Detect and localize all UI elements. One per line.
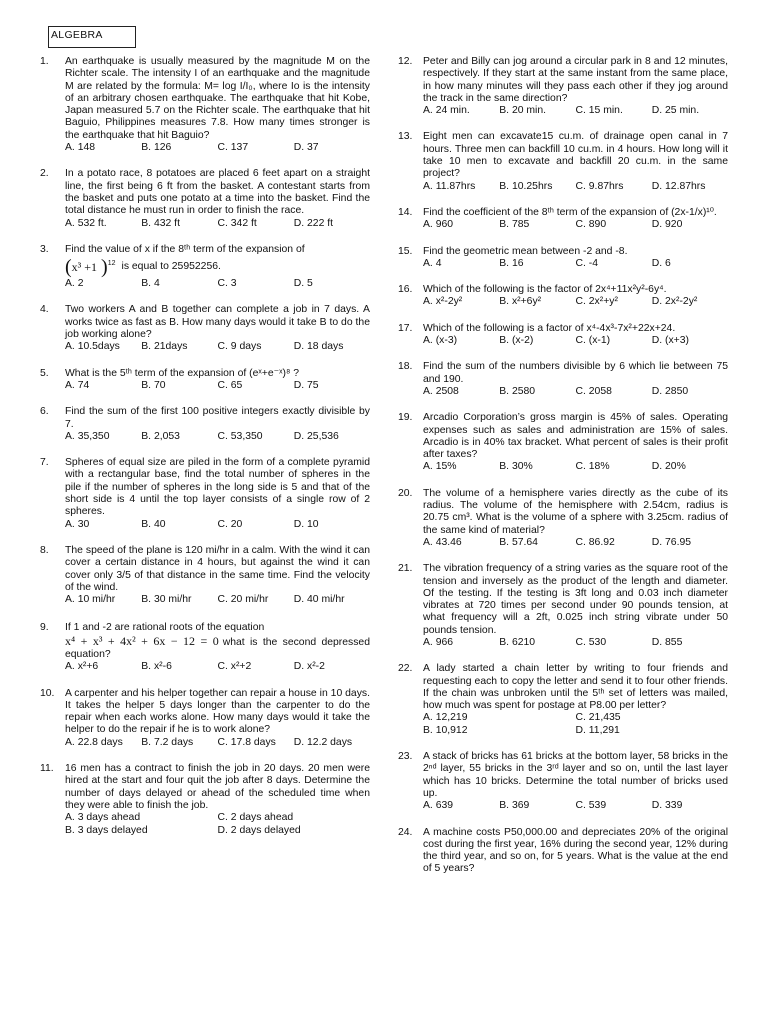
question-item (40, 622, 370, 673)
answer-options-row (65, 825, 370, 837)
question-item (398, 412, 728, 473)
answer-option: D. 76.95 (651, 536, 692, 548)
answer-option: A. 30 (65, 518, 90, 530)
question-number: 3. (40, 243, 49, 255)
question-text: Eight men can excavate15 cu.m. of drainage open canal in 7 hours. Three men can backfill 10 cu.m. in 4 hours. How long will it take 10 men to excavate and backfill 20 cu.m. in the same project? (423, 131, 728, 180)
question-text: Find the coefficient of the 8ᵗʰ term of the expansion of (2x-1/x)¹⁰. (423, 206, 717, 218)
answer-options (423, 219, 728, 231)
answer-option: D. 75 (293, 379, 319, 391)
question-number: 13. (398, 131, 413, 143)
question-item (398, 284, 728, 309)
answer-options (65, 341, 370, 353)
answer-options-row (423, 712, 728, 724)
question-item (398, 56, 728, 117)
answer-option: A. 15% (423, 461, 457, 473)
question-item (398, 751, 728, 812)
question-item (40, 304, 370, 353)
answer-option: D. 20% (651, 461, 686, 473)
answer-option: D. 339 (651, 800, 683, 812)
question-text: Two workers A and B together can complete a job in 7 days. A works twice as fast as B. How many days would it take B to do the job working alone? (65, 304, 370, 341)
answer-options (65, 218, 370, 230)
answer-option: C. 137 (217, 142, 249, 154)
question-text: Find the sum of the first 100 positive integers exactly divisible by 7. (65, 406, 370, 430)
answer-option: D. 12.87hrs (651, 180, 706, 192)
answer-options (423, 258, 728, 270)
answer-option: B. 3 days delayed (65, 824, 148, 836)
answer-option: C. 21,435 (575, 712, 621, 724)
question-item (40, 56, 370, 154)
answer-options (65, 661, 370, 673)
question-text: In a potato race, 8 potatoes are placed 6 feet apart on a straight line, the first being 6 ft from the basket. A contestant starts from the basket and puts one potato at a time into the basket. Find the total distance he must run in order to finish the race. (65, 168, 370, 217)
question-number: 23. (398, 751, 413, 763)
question-number: 4. (40, 304, 49, 316)
answer-option: A. 24 min. (423, 105, 470, 117)
question-number: 16. (398, 284, 413, 296)
answer-option: D. 12.2 days (293, 736, 353, 748)
question-text: 16 men has a contract to finish the job in 20 days. 20 men were hired at the start and four quit the job after 8 days. Determine the number of days delayed or ahead of the scheduled time when they were able to finish the job. (65, 763, 370, 811)
answer-option: B. 7.2 days (141, 736, 194, 748)
answer-option: D. (x+3) (651, 335, 689, 347)
answer-option: B. 785 (499, 219, 530, 231)
answer-option: C. 15 min. (575, 105, 623, 117)
answer-options-row (65, 812, 370, 824)
question-text: Which of the following is the factor of 2x⁴+11x²y²-6y⁴. (423, 284, 667, 296)
question-text: What is the 5ᵗʰ term of the expansion of (eˣ+e⁻ˣ)⁸ ? (65, 367, 300, 379)
question-text: A stack of bricks has 61 bricks at the bottom layer, 58 bricks in the 2ⁿᵈ layer, 55 bricks in the 3ʳᵈ layer and so on, until the last layer which has 10 bricks. Determine the total number of bricks used up. (423, 751, 728, 799)
answer-option: C. 9.87hrs (575, 180, 624, 192)
answer-option: A. 2 (65, 278, 84, 290)
answer-options (423, 296, 728, 308)
answer-options (65, 142, 370, 154)
answer-options (423, 386, 728, 398)
answer-option: B. 4 (141, 278, 160, 290)
answer-option: D. 10 (293, 518, 319, 530)
question-item (40, 545, 370, 606)
question-text: The speed of the plane is 120 mi/hr in a calm. With the wind it can cover a certain distance in 4 hours, but against the wind it can cover only 3/5 of that distance in the same time. Find the velocity of the wind. (65, 544, 370, 593)
answer-option: A. 43.46 (423, 536, 462, 548)
answer-option: C. 53,350 (217, 430, 263, 442)
answer-option: A. 22.8 days (65, 736, 123, 748)
answer-option: C. 86.92 (575, 536, 615, 548)
question-continuation: what is the second depressed equation? (65, 636, 370, 660)
question-number: 5. (40, 367, 49, 379)
question-item (398, 131, 728, 192)
answer-option: C. (x-1) (575, 335, 611, 347)
close-paren: ) (101, 256, 108, 279)
question-text: The volume of a hemisphere varies directly as the cube of its radius. The volume of the hemisphere with 2.54cm, radius is 20.75 cm³. What is the volume of a sphere with 3.25cm. radius of the same kind of material? (423, 487, 728, 536)
question-text: Find the geometric mean between -2 and -8. (423, 245, 628, 257)
answer-option: D. 2850 (651, 385, 689, 397)
answer-option: C. 2058 (575, 385, 612, 397)
answer-option: A. 12,219 (423, 712, 468, 724)
answer-option: C. 2x²+y² (575, 296, 618, 308)
answer-option: D. 11,291 (575, 724, 620, 736)
question-number: 7. (40, 457, 49, 469)
question-item (40, 457, 370, 531)
answer-option: D. 37 (293, 142, 319, 154)
answer-option: C. 20 mi/hr (217, 594, 269, 606)
answer-option: D. 6 (651, 257, 671, 269)
answer-option: C. -4 (575, 257, 599, 269)
answer-option: A. 4 (423, 257, 442, 269)
answer-option: C. 20 (217, 518, 243, 530)
question-item (398, 246, 728, 271)
question-item (398, 361, 728, 398)
answer-option: B. 126 (141, 142, 172, 154)
question-number: 24. (398, 826, 413, 838)
polynomial-equation: x⁴ + x³ + 4x² + 6x − 12 = 0 (65, 633, 219, 648)
answer-option: B. 30% (499, 461, 533, 473)
question-number: 10. (40, 687, 55, 699)
answer-options (423, 461, 728, 473)
question-item (40, 368, 370, 393)
question-item (398, 207, 728, 232)
answer-option: D. 18 days (293, 341, 344, 353)
question-number: 11. (40, 763, 54, 775)
question-text: Which of the following is a factor of x⁴-4x³-7x²+22x+24. (423, 322, 676, 334)
answer-option: D. 40 mi/hr (293, 594, 345, 606)
answer-option: A. 11.87hrs (423, 180, 476, 192)
question-text: A lady started a chain letter by writing to four friends and requesting each to copy the letter and send it to four other friends. If the chain was unbroken until the 5ᵗʰ set of letters was mailed, how much was spent for postage at P8.00 per letter? (423, 663, 728, 712)
question-item (398, 827, 728, 876)
answer-option: B. 70 (141, 379, 166, 391)
formula-line (65, 256, 370, 279)
answer-option: C. 9 days (217, 341, 262, 353)
answer-options (423, 800, 728, 812)
question-item (398, 323, 728, 348)
question-item (40, 688, 370, 749)
answer-options (65, 519, 370, 531)
answer-option: D. 920 (651, 219, 683, 231)
answer-option: C. 890 (575, 219, 607, 231)
question-number: 12. (398, 56, 413, 67)
answer-option: C. 539 (575, 800, 607, 812)
answer-option: C. x²+2 (217, 661, 252, 673)
answer-option: C. 18% (575, 461, 610, 473)
question-item (398, 488, 728, 549)
answer-option: B. (x-2) (499, 335, 534, 347)
answer-option: A. 966 (423, 636, 454, 648)
answer-option: D. 25 min. (651, 105, 700, 117)
equation-line (65, 635, 370, 662)
binomial-formula: x³ +1 (71, 260, 98, 274)
answer-option: B. 40 (141, 518, 166, 530)
question-text: A machine costs P50,000.00 and depreciates 20% of the original cost during the first year, 16% during the second year, 12% during the third year, and so on, for 5 years. What is the value at the end of 5 years? (423, 826, 728, 875)
answer-option: B. 2,053 (141, 430, 180, 442)
answer-option: B. 21days (141, 341, 188, 353)
right-column (398, 56, 728, 876)
answer-option: B. 369 (499, 800, 530, 812)
answer-options (65, 737, 370, 749)
answer-options (423, 335, 728, 347)
answer-option: D. 2 days delayed (217, 824, 301, 836)
question-number: 19. (398, 412, 413, 424)
question-text: Find the sum of the numbers divisible by 6 which lie between 75 and 190. (423, 361, 728, 385)
answer-option: B. 2580 (499, 385, 536, 397)
question-item (40, 244, 370, 291)
answer-options (423, 637, 728, 649)
answer-options (65, 594, 370, 606)
question-number: 14. (398, 206, 413, 218)
question-number: 1. (40, 56, 49, 67)
question-text: Peter and Billy can jog around a circular park in 8 and 12 minutes, respectively. If they start at the same instant from the same place, in how many minutes will they pass each other if they jog around the track in the same direction? (423, 56, 728, 104)
answer-option: D. 222 ft (293, 217, 334, 229)
answer-option: A. 639 (423, 800, 454, 812)
answer-options-row (423, 725, 728, 737)
question-text: Find the value of x if the 8ᵗʰ term of the expansion of (65, 243, 305, 255)
answer-option: B. 10.25hrs (499, 180, 553, 192)
question-text: Arcadio Corporation’s gross margin is 45% of sales. Operating expenses such as sales and administration are 15% of sales. Arcadio is in 40% tax bracket. What percent of sales is their profit after taxes? (423, 412, 728, 461)
answer-option: A. 3 days ahead (65, 812, 141, 824)
answer-option: B. 6210 (499, 636, 536, 648)
answer-option: D. 5 (293, 278, 313, 290)
question-item (40, 168, 370, 229)
answer-option: A. 960 (423, 219, 454, 231)
answer-option: B. 20 min. (499, 105, 547, 117)
answer-option: A. x²+6 (65, 661, 99, 673)
question-item (398, 663, 728, 737)
question-item (398, 563, 728, 649)
answer-option: C. 342 ft (217, 217, 257, 229)
question-text: If 1 and -2 are rational roots of the equation (65, 622, 265, 634)
answer-option: B. 10,912 (423, 724, 468, 736)
answer-option: C. 3 (217, 278, 237, 290)
answer-options (65, 431, 370, 443)
question-number: 21. (398, 563, 413, 575)
question-number: 22. (398, 663, 413, 675)
answer-option: C. 17.8 days (217, 736, 276, 748)
answer-option: C. 65 (217, 379, 243, 391)
answer-option: C. 530 (575, 636, 607, 648)
question-text: A carpenter and his helper together can repair a house in 10 days. It takes the helper 5 days longer than the carpenter to do the repair when each works alone. How many days would it take the helper to do the repair if he is to work alone? (65, 687, 370, 736)
question-number: 15. (398, 245, 413, 257)
subject-title: ALGEBRA (48, 26, 136, 48)
answer-option: A. 10 mi/hr (65, 594, 116, 606)
answer-option: B. 16 (499, 257, 524, 269)
answer-option: A. 10.5days (65, 341, 120, 353)
answer-option: A. 148 (65, 142, 96, 154)
answer-option: B. x²-6 (141, 661, 172, 673)
answer-option: B. 30 mi/hr (141, 594, 192, 606)
answer-options (423, 537, 728, 549)
answer-option: C. 2 days ahead (217, 812, 294, 824)
answer-option: D. 25,536 (293, 430, 339, 442)
answer-option: A. 74 (65, 379, 90, 391)
question-number: 20. (398, 487, 413, 499)
answer-option: A. (x-3) (423, 335, 458, 347)
question-number: 17. (398, 322, 413, 334)
answer-options (65, 380, 370, 392)
question-number: 2. (40, 168, 49, 180)
question-number: 9. (40, 622, 49, 634)
answer-option: A. x²-2y² (423, 296, 463, 308)
answer-option: D. 2x²-2y² (651, 296, 698, 308)
answer-option: D. x²-2 (293, 661, 325, 673)
answer-option: B. x²+6y² (499, 296, 542, 308)
answer-option: D. 855 (651, 636, 683, 648)
answer-option: B. 432 ft (141, 217, 180, 229)
question-text: Spheres of equal size are piled in the form of a complete pyramid with a rectangular base, find the total number of spheres in the pile if the number of spheres in the long side is 5 and that of the short side is 4 until the top layer consists of a single row of 2 spheres. (65, 457, 370, 518)
left-column (40, 56, 370, 837)
answer-options (65, 278, 370, 290)
formula-exponent: 12 (107, 260, 116, 268)
answer-option: A. 532 ft. (65, 217, 107, 229)
question-text: The vibration frequency of a string varies as the square root of the tension and inversely as the product of the length and diameter. Of the testing. If the testing is 3ft long and 0.03 inch diameter vibrates at 720 times per second under 90 pounds tension, at what frequency will a 2ft, 0.025 inch string vibrate under 50 pounds tension. (423, 563, 728, 636)
question-text: An earthquake is usually measured by the magnitude M on the Richter scale. The intensity I of an earthquake and the magnitude M are related by the formula: M= log I/I₀, where Io is the intensity of an arbitrary chosen earthquake. The earthquake that hit Kobe, Japan measured 5.7 on the Richter scale. The earthquake that hit Baguio, Philippines measures 7.8. How many times stronger is the earthquake that hit Baguio? (65, 56, 370, 141)
question-item (40, 763, 370, 837)
open-paren: ( (65, 256, 72, 279)
question-number: 6. (40, 406, 49, 418)
formula-continuation: is equal to 25952256. (121, 261, 221, 272)
question-item (40, 406, 370, 443)
question-number: 8. (40, 544, 49, 556)
answer-option: A. 2508 (423, 385, 459, 397)
answer-options (423, 181, 728, 193)
answer-options (423, 105, 728, 117)
question-number: 18. (398, 361, 413, 373)
answer-option: B. 57.64 (499, 536, 538, 548)
answer-option: A. 35,350 (65, 430, 110, 442)
